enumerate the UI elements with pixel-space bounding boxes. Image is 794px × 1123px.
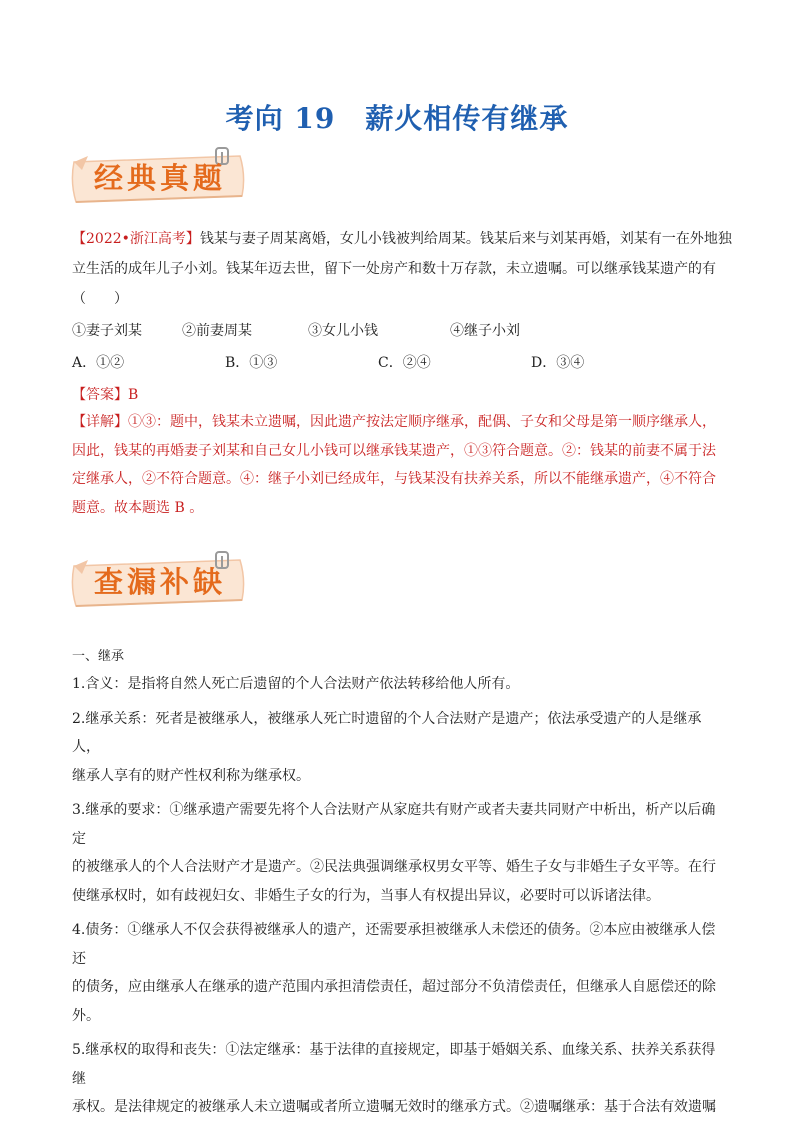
question-paren: （ ） [72, 291, 128, 307]
notes-paragraph: 1.含义：是指将自然人死亡后遗留的个人合法财产依法转移给他人所有。 [72, 676, 520, 692]
banner-title: 经典真题 [94, 161, 227, 195]
title-prefix: 考向 19 [225, 102, 336, 135]
notes-paragraph: 4.债务：①继承人不仅会获得被继承人的遗产，还需要承担被继承人未偿还的债务。②本应由被继承人偿还 的债务，应由继承人在继承的遗产范围内承担清偿责任，超过部分不负清偿责任，但继承人自愿偿还的除 外。 [72, 922, 716, 1024]
option-b: B．①③ [225, 355, 278, 371]
answer-options [72, 352, 722, 372]
question-item: ③女儿小钱 [308, 323, 378, 339]
question-line-1: 【2022•浙江高考】钱某与妻子周某离婚，女儿小钱被判给周某。钱某后来与刘某再婚，刘某有一在外地独 [72, 231, 732, 247]
title-main: 薪火相传有继承 [365, 102, 569, 135]
section-banner-classic [66, 146, 248, 206]
question-items [72, 320, 722, 340]
question-item: ①妻子刘某 [72, 323, 142, 339]
question-item: ④继子小刘 [450, 323, 520, 339]
question-source: 【2022•浙江高考】 [72, 231, 200, 247]
option-c: C．②④ [378, 355, 431, 371]
question-item: ②前妻周某 [182, 323, 252, 339]
notes-paragraph: 2.继承关系：死者是被继承人，被继承人死亡时遗留的个人合法财产是遗产；依法承受遗产的人是继承人， 继承人享有的财产性权利称为继承权。 [72, 710, 702, 784]
option-a: A．①② [72, 355, 125, 371]
answer-label: 【答案】B [72, 387, 139, 403]
notes-heading: 一、继承 [72, 649, 125, 664]
notes-paragraph: 3.继承的要求：①继承遗产需要先将个人合法财产从家庭共有财产或者夫妻共同财产中析出，析产以后确定 的被继承人的个人合法财产才是遗产。②民法典强调继承权男女平等、婚生子女与非婚生子女平等。在行 使继承权时，如有歧视妇女、非婚生子女的行为，当事人有权提出异议，必要时可以诉诸法律。 [72, 802, 716, 904]
notes-body [72, 670, 724, 1122]
section-banner-review [66, 550, 248, 610]
explanation-label: 【详解】 [72, 414, 128, 430]
option-d: D．③④ [531, 355, 585, 371]
notes-paragraph: 5.继承权的取得和丧失：①法定继承：基于法律的直接规定，即基于婚姻关系、血缘关系、扶养关系获得继 承权。是法律规定的被继承人未立遗嘱或者所立遗嘱无效时的继承方式。②遗嘱继承：基于合法有效遗嘱 [72, 1042, 716, 1115]
question-line-2: 立生活的成年儿子小刘。钱某年迈去世，留下一处房产和数十万存款，未立遗嘱。可以继承钱某遗产的有 [72, 261, 716, 277]
explanation: 【详解】①③：题中，钱某未立遗嘱，因此遗产按法定顺序继承，配偶、子女和父母是第一顺序继承人， 因此，钱某的再婚妻子刘某和自己女儿小钱可以继承钱某遗产，①③符合题意。②：钱某的前妻不属于法 定继承人，②不符合题意。④：继子小刘已经成年，与钱某没有扶养关系，所以不能继承遗产，④不符合 题意。故本题选 B 。 [72, 414, 716, 516]
page-title [0, 97, 794, 137]
banner-title: 查漏补缺 [94, 565, 227, 599]
